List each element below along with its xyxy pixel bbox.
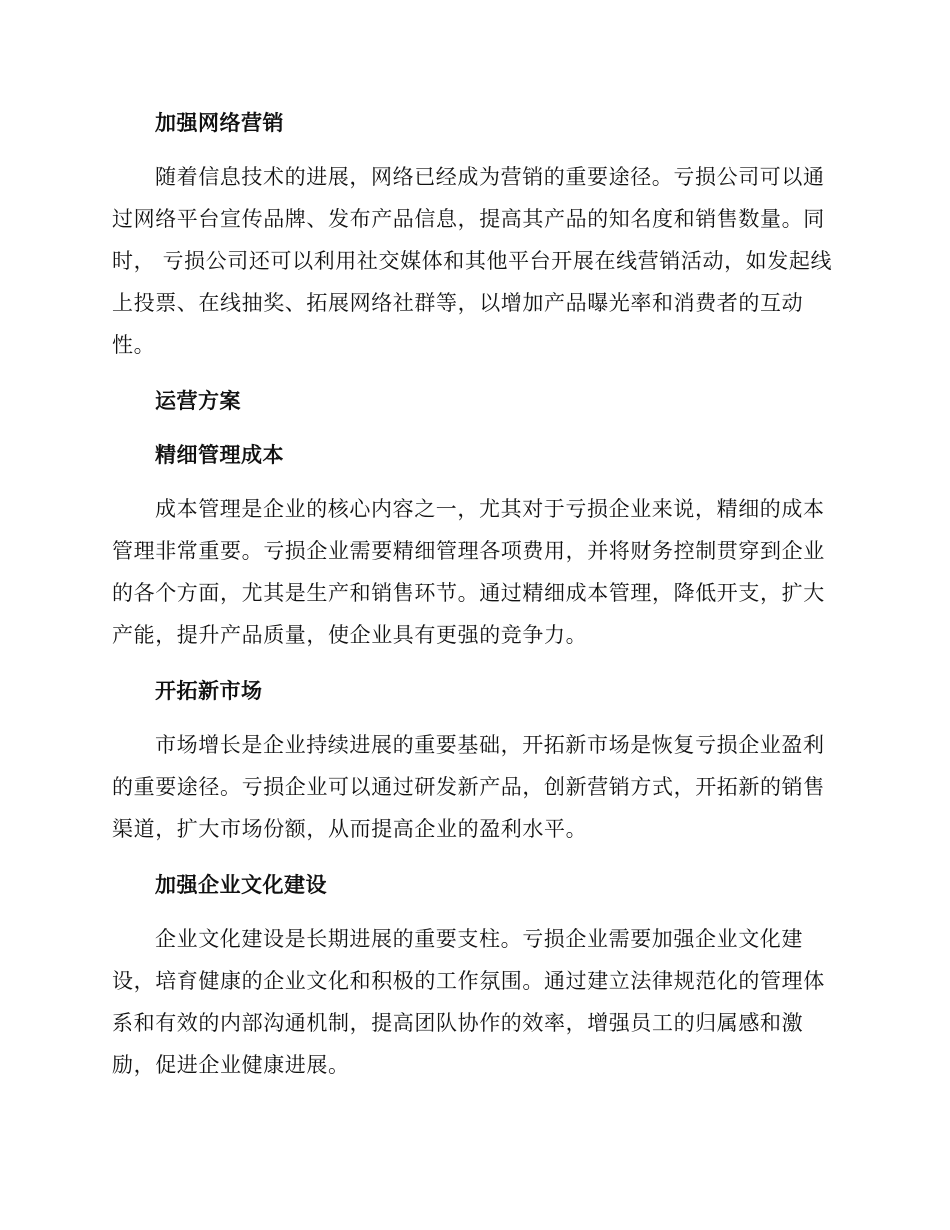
text-line: 随着信息技术的进展，网络已经成为营销的重要途径。亏损公司可以通: [155, 165, 825, 189]
heading-online-marketing: 加强网络营销: [155, 111, 284, 135]
text-line: 励，促进企业健康进展。: [112, 1053, 350, 1077]
text-line: 的各个方面，尤其是生产和销售环节。通过精细成本管理，降低开支，扩大: [112, 581, 825, 605]
text-line: 的重要途径。亏损企业可以通过研发新产品，创新营销方式，开拓新的销售: [112, 775, 825, 799]
text-line: 时， 亏损公司还可以利用社交媒体和其他平台开展在线营销活动，如发起线: [112, 249, 833, 273]
text-line: 上投票、在线抽奖、拓展网络社群等，以增加产品曝光率和消费者的互动: [112, 291, 804, 315]
text-line: 管理非常重要。亏损企业需要精细管理各项费用，并将财务控制贯穿到企业: [112, 539, 825, 563]
paragraph-cost-management: [112, 488, 838, 656]
text-line: 企业文化建设是长期进展的重要支柱。亏损企业需要加强企业文化建: [155, 927, 803, 951]
heading-cost-management: 精细管理成本: [155, 443, 284, 467]
text-line: 渠道，扩大市场份额，从而提高企业的盈利水平。: [112, 817, 588, 841]
text-line: 设，培育健康的企业文化和积极的工作氛围。通过建立法律规范化的管理体: [112, 969, 825, 993]
document-page: [112, 108, 838, 1106]
text-line: 产能，提升产品质量，使企业具有更强的竞争力。: [112, 623, 588, 647]
text-line: 市场增长是企业持续进展的重要基础，开拓新市场是恢复亏损企业盈利: [155, 733, 825, 757]
text-line: 系和有效的内部沟通机制，提高团队协作的效率，增强员工的归属感和激: [112, 1011, 804, 1035]
heading-operation-plan: 运营方案: [155, 389, 241, 413]
heading-corporate-culture: 加强企业文化建设: [155, 873, 327, 897]
text-line: 成本管理是企业的核心内容之一，尤其对于亏损企业来说，精细的成本: [155, 497, 825, 521]
paragraph-online-marketing: [112, 156, 838, 366]
text-line: 过网络平台宣传品牌、发布产品信息，提高其产品的知名度和销售数量。同: [112, 207, 825, 231]
text-line: 性。: [112, 333, 156, 357]
heading-new-markets: 开拓新市场: [155, 679, 263, 703]
paragraph-new-markets: [112, 724, 838, 850]
paragraph-corporate-culture: [112, 918, 838, 1086]
